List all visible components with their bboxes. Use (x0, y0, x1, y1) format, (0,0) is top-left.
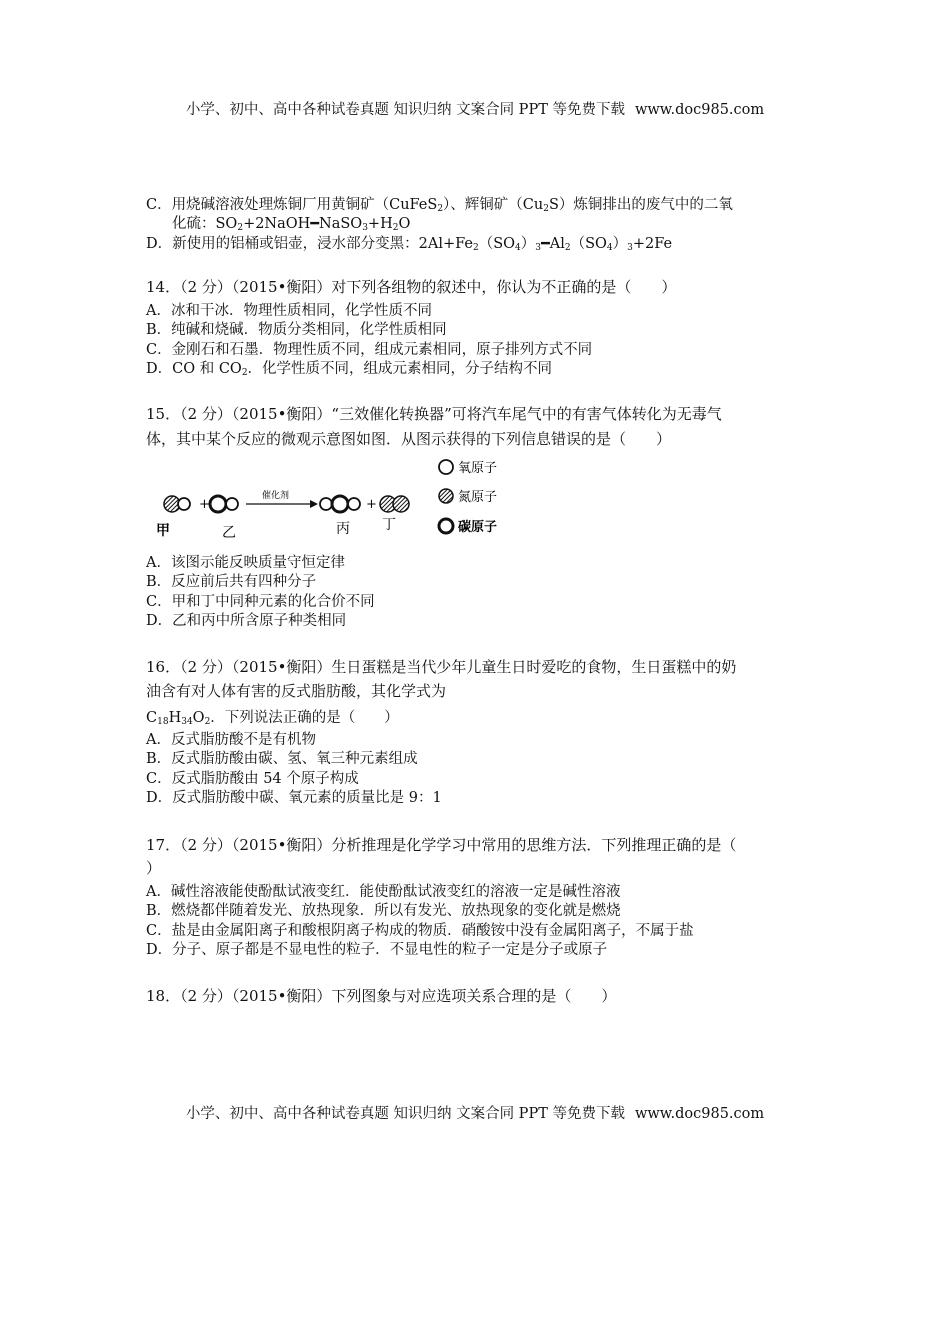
q16-stem-line1: 16．（2 分）（2015•衡阳）生日蛋糕是当代少年儿童生日时爱吃的食物，生日蛋糕中的奶 (146, 658, 737, 676)
q15-option-c: C．甲和丁中同种元素的化合价不同 (146, 594, 375, 610)
q16-option-d: D．反式脂肪酸中碳、氧元素的质量比是 9：1 (146, 790, 442, 806)
label-ding: 丁 (382, 517, 396, 533)
q14-stem: 14．（2 分）（2015•衡阳）对下列各组物的叙述中，你认为不正确的是（ ） (146, 278, 677, 296)
carbon-atom-icon (439, 519, 453, 533)
svg-text:氮原子: 氮原子 (458, 490, 498, 505)
q17-stem-line1: 17．（2 分）（2015•衡阳）分析推理是化学学习中常用的思维方法．下列推理正确的是（ (146, 836, 737, 854)
q16-stem-line2: 油含有对人体有害的反式脂肪酸，其化学式为 (146, 682, 447, 700)
page-footer (0, 1102, 950, 1123)
q15-stem-line2: 体，其中某个反应的微观示意图如图．从图示获得的下列信息错误的是（ ） (146, 430, 672, 448)
label-jia: 甲 (156, 523, 170, 539)
oxygen-atom-icon (439, 460, 453, 474)
footer-url[interactable]: www.doc985.com (634, 1106, 765, 1122)
q14-option-c: C．金刚石和石墨．物理性质不同，组成元素相同，原子排列方式不同 (146, 342, 593, 358)
q13-option-c-line1: C．用烧碱溶液处理炼铜厂用黄铜矿（CuFeS$_2$）、辉铜矿$(Cu_2S)$炼铜排出的废气中的二氧 (146, 197, 733, 214)
footer-text: 小学、初中、高中各种试卷真题 知识归纳 文案合同 PPT 等免费下载 (185, 1106, 625, 1122)
molecule-jia (164, 496, 190, 512)
reaction-diagram (150, 455, 530, 545)
arrow-head (310, 500, 318, 508)
legend-carbon (439, 519, 497, 535)
q14-option-a: A．冰和干冰．物理性质相同，化学性质不同 (146, 303, 432, 319)
header-url[interactable]: www.doc985.com (634, 102, 765, 118)
page-header (0, 98, 950, 119)
svg-text:氧原子: 氧原子 (458, 461, 498, 476)
nitrogen-atom-icon (439, 489, 453, 503)
label-bing: 丙 (336, 521, 350, 537)
q13-option-c-line2: 化硫：$SO_2+2NaOH━NaSO_3+H_2O$ (172, 216, 411, 233)
molecule-ding (380, 496, 409, 512)
q17-option-a: A．碱性溶液能使酚酞试液变红．能使酚酞试液变红的溶液一定是碱性溶液 (146, 884, 621, 900)
q15-option-d: D．乙和丙中所含原子种类相同 (146, 613, 347, 629)
legend-oxygen (439, 460, 497, 476)
q16-option-b: B．反式脂肪酸由碳、氢、氧三种元素组成 (146, 751, 418, 767)
q17-option-d: D．分子、原子都是不显电性的粒子．不显电性的粒子一定是分子或原子 (146, 942, 608, 958)
q18-stem: 18．（2 分）（2015•衡阳）下列图象与对应选项关系合理的是（ ） (146, 987, 617, 1005)
plus-sign-2: + (366, 497, 377, 512)
svg-text:碳原子: 碳原子 (458, 520, 498, 535)
q17-stem-line2: ） (146, 859, 162, 877)
q15-option-a: A．该图示能反映质量守恒定律 (146, 555, 345, 571)
q17-option-c: C．盐是由金属阳离子和酸根阴离子构成的物质．硝酸铵中没有金属阳离子，不属于盐 (146, 923, 694, 939)
header-text: 小学、初中、高中各种试卷真题 知识归纳 文案合同 PPT 等免费下载 (185, 102, 625, 118)
q16-option-a: A．反式脂肪酸不是有机物 (146, 732, 316, 748)
plus-sign-1: + (199, 497, 210, 512)
q16-option-c: C．反式脂肪酸由 54 个原子构成 (146, 771, 359, 787)
q17-option-b: B．燃烧都伴随着发光、放热现象．所以有发光、放热现象的变化就是燃烧 (146, 903, 621, 919)
legend-nitrogen (439, 489, 497, 505)
molecule-bing (320, 496, 360, 512)
label-yi: 乙 (222, 525, 236, 541)
molecule-yi (210, 496, 238, 512)
q14-option-d: D．CO 和 $CO_2$．化学性质不同，组成元素相同，分子结构不同 (146, 361, 553, 378)
q15-option-b: B．反应前后共有四种分子 (146, 574, 317, 590)
catalyst-label: 催化剂 (262, 491, 290, 501)
q15-stem-line1: 15．（2 分）（2015•衡阳）“三效催化转换器”可将汽车尾气中的有害气体转化为无毒气 (146, 405, 722, 423)
q16-stem-line3: $C_{18}H_{34}O_2$．下列说法正确的是（ ） (146, 710, 399, 727)
q13-option-d: D．新使用的铝桶或铝壶，浸水部分变黑：$2Al+Fe_2(SO_4)_3━Al_2(SO_4)_3+2Fe$ (146, 236, 673, 253)
q14-option-b: B．纯碱和烧碱．物质分类相同，化学性质相同 (146, 322, 447, 338)
